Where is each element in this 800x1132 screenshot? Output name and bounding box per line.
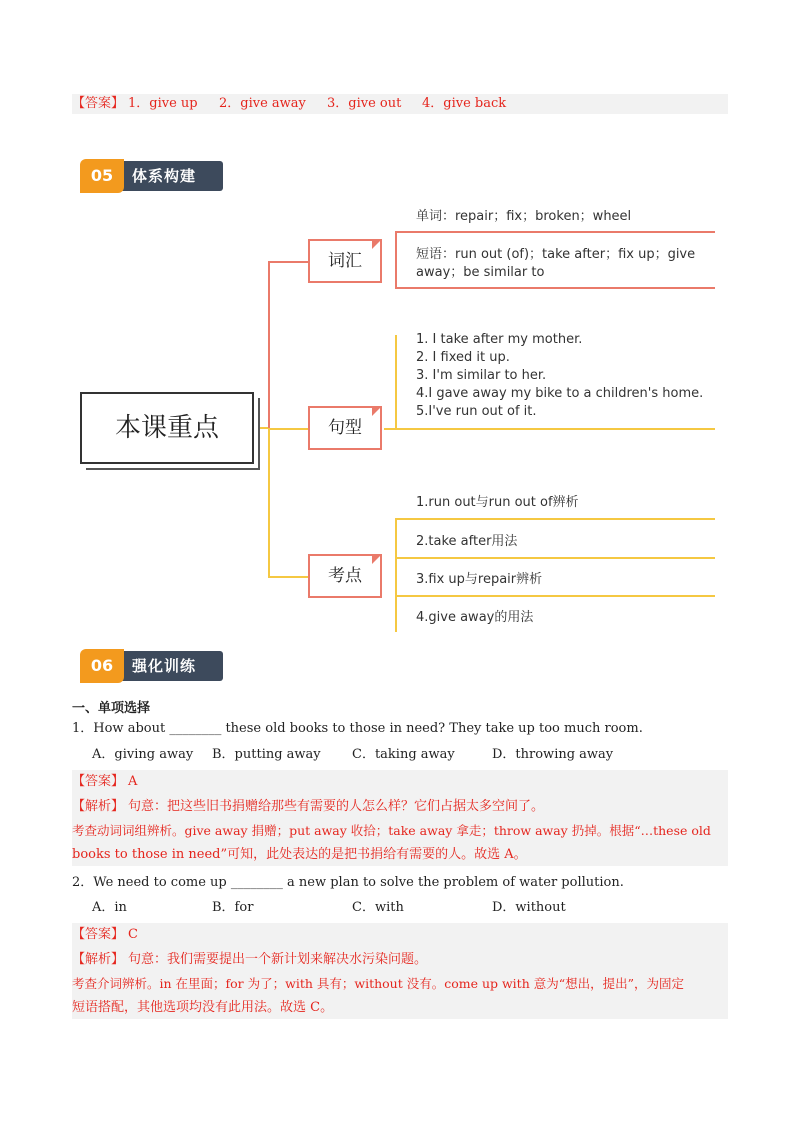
points-bracket [395,519,397,632]
top-answer-box [72,94,728,114]
q1-answer: A [128,774,138,789]
q2-analysis-tag: 【解析】 [72,952,125,967]
q2-stem: 2．We need to come up ________ a new plan to solve the problem of water pollution. [72,875,624,890]
q1-analysis-2: 考查动词词组辨析。give away 捐赠；put away 收拾；take away 拿走；throw away 扔掉。根据“…these old [72,823,711,838]
point-1: 1.run out与run out of辨析 [416,495,579,510]
fold-corner [372,554,382,564]
q2-answer: C [128,927,138,942]
q2-analysis-1: 句意：我们需要提出一个新计划来解决水污染问题。 [128,952,428,967]
vocab-phrases-line1: 短语：run out (of)；take after；fix up；give [416,247,696,262]
answer-item-1: 1．give up [128,96,198,111]
badge-title: 体系构建 [132,167,197,185]
sentences-label: 句型 [328,418,362,438]
q1-analysis-tag: 【解析】 [72,799,125,814]
section-06-badge [80,651,223,681]
fold-corner [372,406,382,416]
badge-number: 06 [80,649,124,683]
q1-stem: 1．How about ________ these old books to those in need? They take up too much room. [72,721,643,736]
sentences-line [384,428,715,430]
points-node [308,554,382,598]
q2-option-b: B．for [212,900,254,915]
q1-option-c: C．taking away [352,747,455,762]
answer-item-3: 3．give out [327,96,402,111]
points-line-2 [395,557,715,559]
q1-option-d: D．throwing away [492,747,614,762]
sentence-5: 5.I've run out of it. [416,404,537,419]
connector-trunk-bottom [268,428,270,577]
q2-answer-box [72,923,728,1019]
q1-analysis-3: books to those in need”可知，此处表达的是把书捐给有需要的人。故选 A。 [72,847,527,862]
q1-analysis-1: 句意：把这些旧书捐赠给那些有需要的人怎么样？它们占据太多空间了。 [128,799,545,814]
q2-analysis-2: 考查介词辨析。in 在里面；for 为了；with 具有；without 没有。come up with 意为“想出，提出”，为固定 [72,976,685,991]
sentence-2: 2. I fixed it up. [416,350,510,365]
vocab-words: 单词：repair；fix；broken；wheel [416,209,632,224]
connector-sentences [268,428,308,430]
sentence-1: 1. I take after my mother. [416,332,583,347]
q2-option-a: A．in [92,900,127,915]
sentences-node [308,406,382,450]
connector-trunk-top [268,261,270,429]
answer-tag: 【答案】 [72,96,125,111]
vocab-label: 词汇 [328,251,362,271]
points-label: 考点 [328,566,362,586]
vocab-divider [395,231,715,233]
connector-vocab [268,261,308,263]
q1-option-b: B．putting away [212,747,321,762]
q2-option-c: C．with [352,900,404,915]
section-05-badge [80,161,223,191]
fold-corner [372,239,382,249]
point-4: 4.give away的用法 [416,610,534,625]
q2-analysis-3: 短语搭配，其他选项均没有此用法。故选 C。 [72,1000,334,1015]
points-line-3 [395,595,715,597]
q1-answer-box [72,770,728,866]
q1-option-a: A．giving away [92,747,194,762]
point-3: 3.fix up与repair辨析 [416,572,543,587]
badge-title: 强化训练 [132,657,197,675]
central-node [80,392,254,464]
point-2: 2.take after用法 [416,534,518,549]
vocab-bracket [395,232,397,289]
sentence-4: 4.I gave away my bike to a children's home. [416,386,704,401]
connector-points [268,576,308,578]
answer-item-4: 4．give back [422,96,507,111]
part-title: 一、单项选择 [72,701,151,716]
sentences-bracket [395,335,397,429]
badge-number: 05 [80,159,124,193]
sentence-3: 3. I'm similar to her. [416,368,547,383]
points-line-1 [395,518,715,520]
q2-option-d: D．without [492,900,566,915]
vocab-phrases-line2: away；be similar to [416,265,545,280]
vocab-bottom [395,287,715,289]
central-label: 本课重点 [114,413,219,443]
q1-answer-tag: 【答案】 [72,774,125,789]
vocab-node [308,239,382,283]
q2-answer-tag: 【答案】 [72,927,125,942]
answer-item-2: 2．give away [219,96,306,111]
